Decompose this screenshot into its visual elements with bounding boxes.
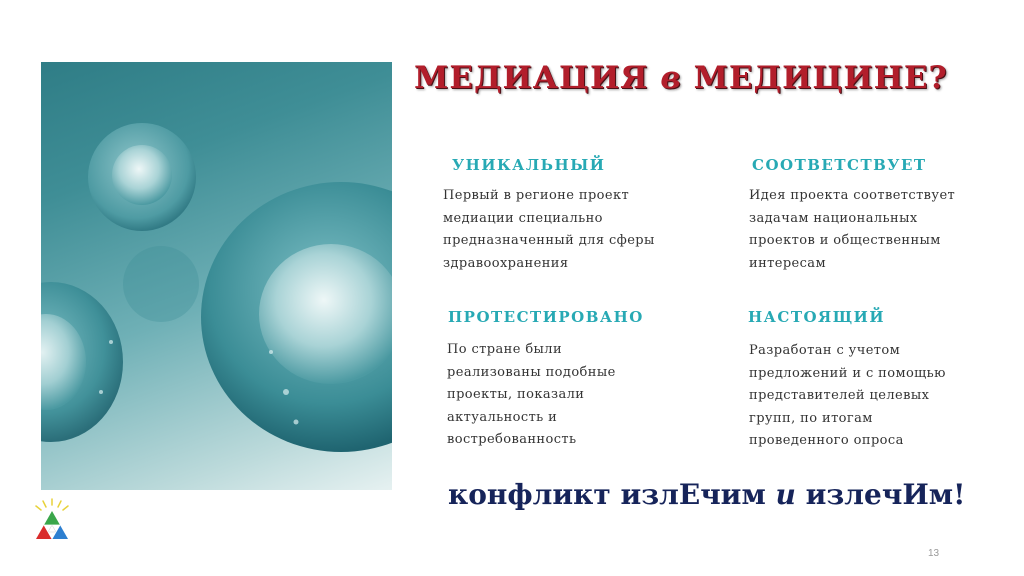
block-text-line: востребованность xyxy=(447,432,577,447)
title-part-1: МЕДИАЦИЯ xyxy=(414,60,661,96)
block-heading-tested: ПРОТЕСТИРОВАНО xyxy=(448,308,644,326)
block-text-line: групп, по итогам xyxy=(749,410,873,426)
block-text-line: проекты, показали xyxy=(447,387,585,402)
block-text-line: предназначенный для сферы xyxy=(443,233,655,248)
title-part-2: в xyxy=(660,60,682,96)
cells-image xyxy=(41,62,392,490)
block-text-line: здравоохранения xyxy=(443,255,569,271)
slogan-part-3: излечИм! xyxy=(795,478,966,511)
block-text-line: проектов и общественным xyxy=(749,233,941,248)
block-text-line: Первый в регионе проект xyxy=(443,188,630,203)
block-text-line: Идея проекта соответствует xyxy=(749,188,956,203)
slogan-part-1: конфликт излЕчим xyxy=(448,478,776,511)
block-text-line: задачам национальных xyxy=(749,210,918,226)
slogan-part-2: и xyxy=(775,478,796,511)
block-heading-corresponds: СООТВЕТСТВУЕТ xyxy=(752,156,927,174)
block-text-tested xyxy=(447,339,616,452)
block-text-line: предложений и с помощью xyxy=(749,365,946,381)
block-text-line: Разработан с учетом xyxy=(749,343,901,358)
block-text-line: интересам xyxy=(749,255,826,271)
page-number: 13 xyxy=(928,548,940,559)
block-text-line: медиации специально xyxy=(443,210,603,226)
block-text-line: По стране были xyxy=(447,342,563,357)
block-text-corresponds xyxy=(749,185,955,275)
block-text-unique xyxy=(443,185,655,275)
block-heading-real: НАСТОЯЩИЙ xyxy=(748,308,886,326)
logo-triangles-icon xyxy=(28,497,76,549)
title-part-3: МЕДИЦИНЕ? xyxy=(681,60,948,96)
block-text-line: реализованы подобные xyxy=(447,364,616,380)
slogan xyxy=(448,478,965,511)
block-text-line: проведенного опроса xyxy=(749,433,904,448)
block-heading-unique: УНИКАЛЬНЫЙ xyxy=(452,156,606,174)
block-text-real xyxy=(749,340,946,453)
block-text-line: актуальность и xyxy=(447,409,558,425)
block-text-line: представителей целевых xyxy=(749,388,930,403)
slide-title xyxy=(414,60,994,96)
